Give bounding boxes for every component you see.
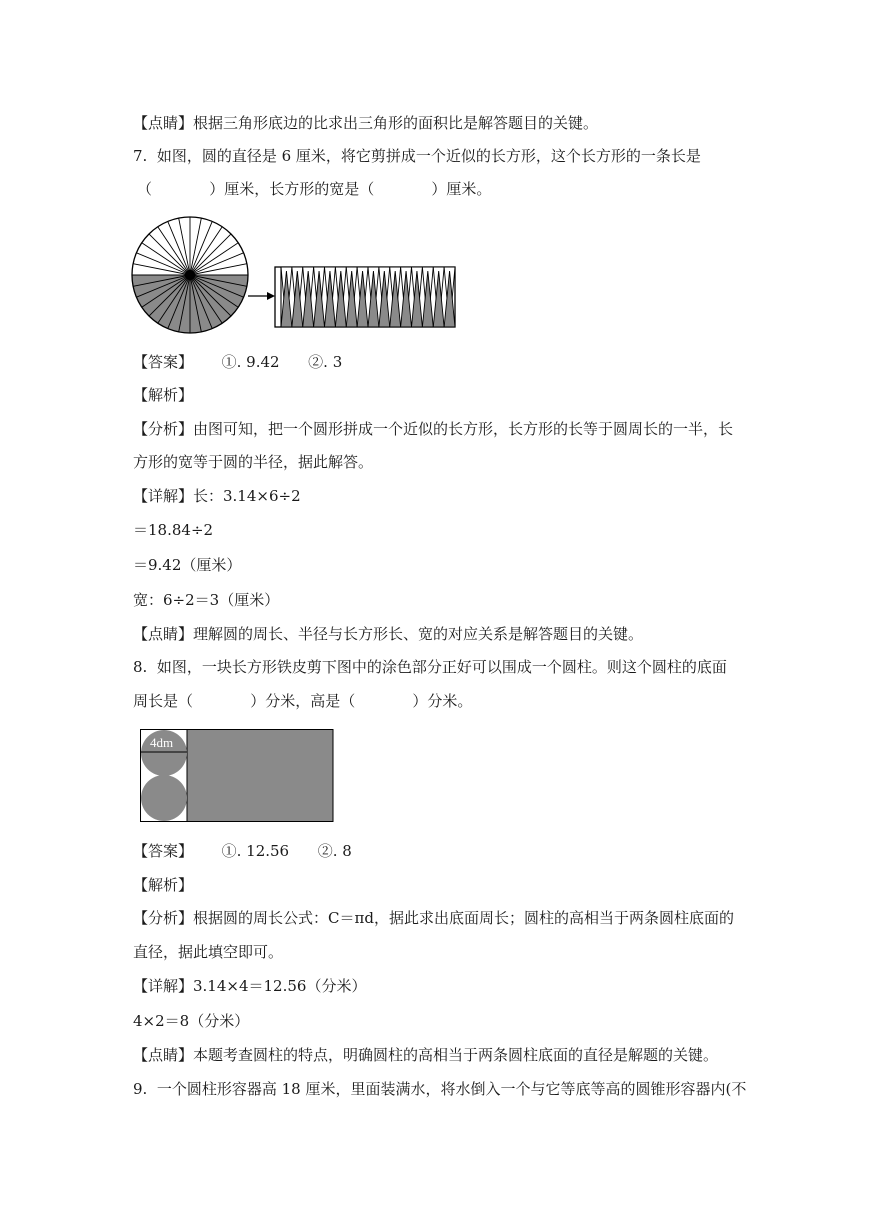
- dianjing-8: 【点睛】本题考查圆柱的特点，明确圆柱的高相当于两条圆柱底面的直径是解题的关键。: [133, 1046, 719, 1064]
- jiexi-8: 【解析】: [133, 876, 194, 894]
- question-9-line-1: 9. 一个圆柱形容器高 18 厘米，里面装满水，将水倒入一个与它等底等高的圆锥形容器内(不: [133, 1080, 747, 1098]
- jiexi-7: 【解析】: [133, 386, 194, 404]
- dianjing-7: 【点睛】理解圆的周长、半径与长方形长、宽的对应关系是解答题目的关键。: [133, 625, 644, 643]
- xiangjie-7-line-2: ＝18.84÷2: [133, 521, 214, 539]
- answer-7: 【答案】 ①. 9.42 ②. 3: [133, 353, 343, 371]
- approx-rectangle: [275, 267, 455, 327]
- xiangjie-8-line-2: 4×2＝8（分米）: [133, 1012, 250, 1030]
- arrow-icon: [248, 292, 275, 300]
- fenxi-8-line-2: 直径，据此填空即可。: [133, 943, 284, 961]
- fenxi-7-line-1: 【分析】由图可知，把一个圆形拼成一个近似的长方形，长方形的长等于圆周长的一半，长: [133, 420, 734, 438]
- figure-8-cylinder-net: [140, 729, 336, 824]
- xiangjie-7-line-4: 宽：6÷2＝3（厘米）: [133, 591, 280, 609]
- dianjing-6: 【点睛】根据三角形底边的比求出三角形的面积比是解答题目的关键。: [133, 114, 599, 132]
- question-7-line-1: 7. 如图，圆的直径是 6 厘米，将它剪拼成一个近似的长方形，这个长方形的一条长是: [133, 147, 701, 165]
- question-7-line-2: （ ）厘米，长方形的宽是（ ）厘米。: [137, 180, 492, 198]
- bottom-base-circle: [141, 775, 187, 821]
- sectored-circle: [132, 217, 248, 333]
- xiangjie-7-line-3: ＝9.42（厘米）: [133, 556, 242, 574]
- fenxi-7-line-2: 方形的宽等于圆的半径，据此解答。: [133, 453, 374, 471]
- fenxi-8-line-1: 【分析】根据圆的周长公式：C＝πd，据此求出底面周长；圆柱的高相当于两条圆柱底面的: [133, 909, 734, 927]
- question-8-line-2: 周长是（ ）分米，高是（ ）分米。: [133, 692, 473, 710]
- figure-7-circle-to-rectangle: [128, 214, 463, 340]
- xiangjie-7-line-1: 【详解】长：3.14×6÷2: [133, 487, 301, 505]
- xiangjie-8-line-1: 【详解】3.14×4＝12.56（分米）: [133, 977, 367, 995]
- answer-8: 【答案】 ①. 12.56 ②. 8: [133, 842, 352, 860]
- question-8-line-1: 8. 如图，一块长方形铁皮剪下图中的涂色部分正好可以围成一个圆柱。则这个圆柱的底面: [133, 658, 727, 676]
- diameter-label: 4dm: [150, 735, 174, 750]
